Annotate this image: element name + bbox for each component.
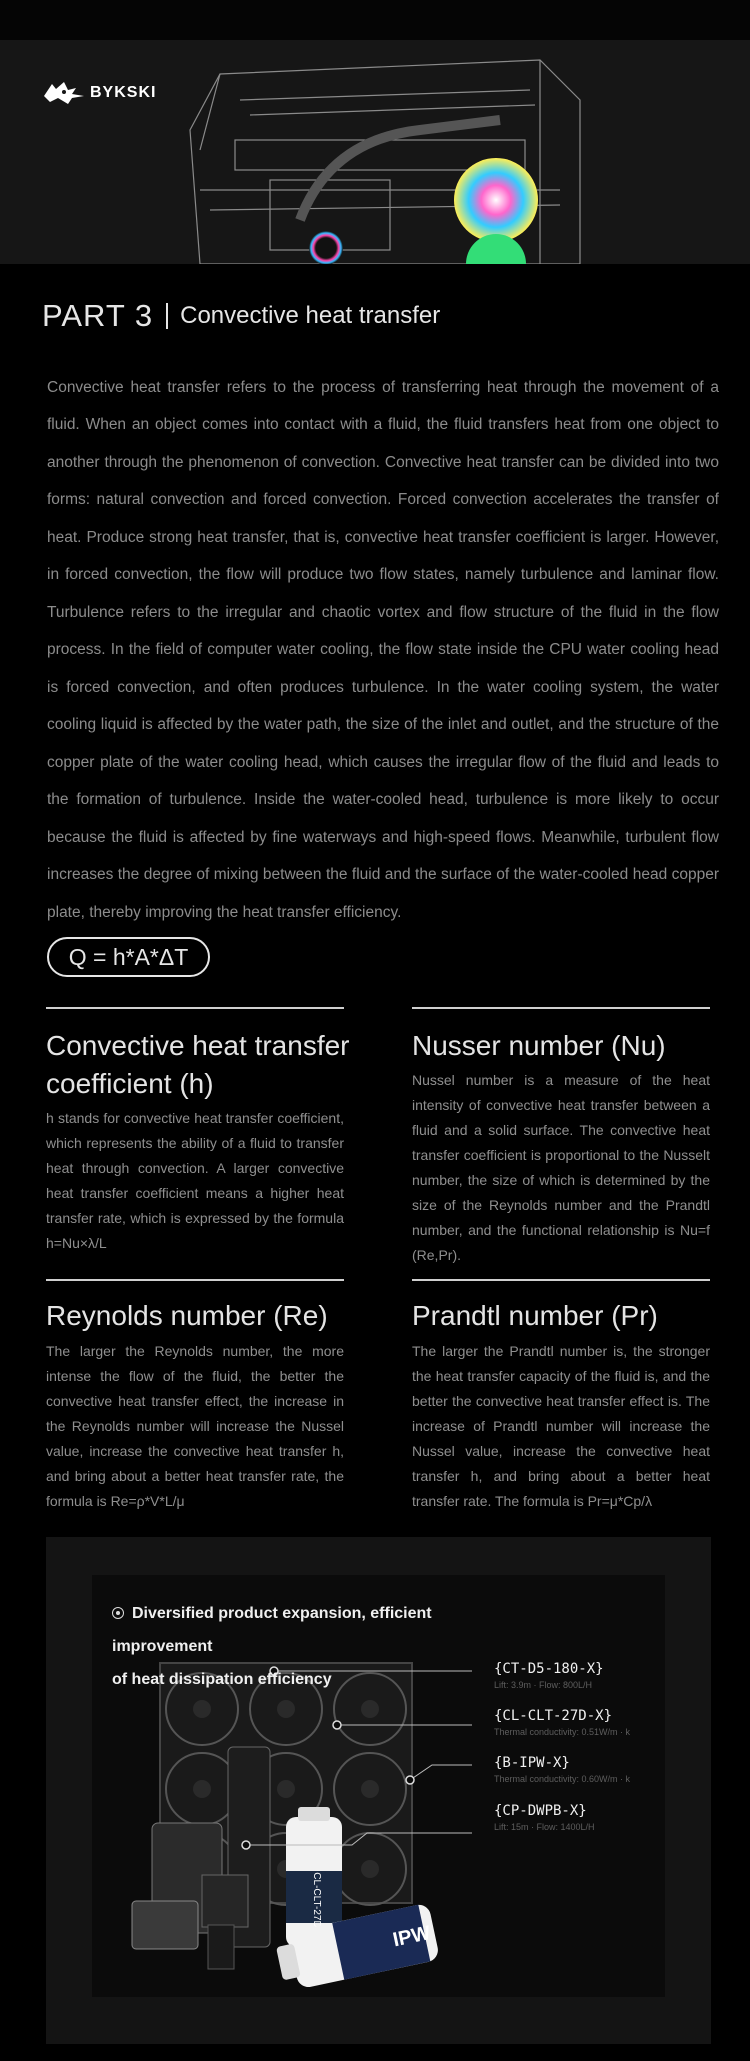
bottle-label: IPW bbox=[390, 1922, 433, 1952]
card-title: Convective heat transfer coefficient (h) bbox=[46, 1030, 350, 1099]
product-label[interactable] bbox=[494, 1755, 664, 1784]
product-spec: Lift: 15m · Flow: 1400L/H bbox=[494, 1822, 595, 1832]
card-prandtl-number bbox=[412, 1279, 710, 1514]
divider bbox=[412, 1279, 710, 1281]
headline-line-2: of heat dissipation efficiency bbox=[112, 1671, 332, 1688]
card-body: The larger the Prandtl number is, the stronger the heat transfer capacity of the fluid is, and the better the convective heat transfer effect is. The increase of Prandtl number will increase the Nussel value, increase the convective heat transfer h, and bring about a better heat transfer rate. The formula is Pr=μ*Cp/λ bbox=[412, 1343, 710, 1509]
product-spec: Lift: 3.9m · Flow: 800L/H bbox=[494, 1680, 593, 1690]
section-header bbox=[42, 298, 440, 334]
brand-logo[interactable] bbox=[42, 80, 156, 106]
product-label[interactable] bbox=[494, 1708, 664, 1737]
card-body: Nussel number is a measure of the heat intensity of convective heat transfer between a fluid and a solid surface. The convective heat transfer coefficient is proportional to the Nusselt number, the size of which is determined by the size of the Reynolds number and the Prandtl number, and the functional relationship is Nu=f (Re,Pr). bbox=[412, 1072, 710, 1263]
top-bar bbox=[0, 0, 750, 40]
radio-bullet-icon bbox=[112, 1607, 124, 1619]
divider bbox=[46, 1279, 344, 1281]
card-nusselt-number bbox=[412, 1007, 710, 1268]
pc-case-illustration bbox=[0, 40, 750, 264]
part-number: PART 3 bbox=[42, 298, 154, 333]
divider bbox=[412, 1007, 710, 1009]
product-code: {CT-D5-180-X} bbox=[494, 1661, 604, 1677]
card-body: h stands for convective heat transfer coefficient, which represents the ability of a fluid to transfer heat through convection. A larger convective heat transfer coefficient means a higher heat transfer rate, which is expressed by the formula h=Nu×λ/L bbox=[46, 1110, 344, 1251]
product-spec: Thermal conductivity: 0.60W/m · k bbox=[494, 1774, 631, 1784]
bykski-wolf-logo-icon bbox=[42, 80, 86, 106]
bottle-label: CL-CLT-27D-X bbox=[311, 1872, 322, 1938]
rgb-fan-icon bbox=[454, 158, 538, 242]
showcase-panel bbox=[92, 1575, 665, 1997]
divider bbox=[46, 1007, 344, 1009]
formula-badge: Q = h*A*ΔT bbox=[47, 937, 210, 977]
card-title: Reynolds number (Re) bbox=[46, 1300, 328, 1331]
card-reynolds-number bbox=[46, 1279, 344, 1514]
product-label[interactable] bbox=[494, 1661, 664, 1690]
product-code: {CP-DWPB-X} bbox=[494, 1803, 587, 1819]
hero-banner bbox=[0, 40, 750, 264]
pump-block bbox=[132, 1901, 198, 1949]
card-convective-coefficient bbox=[46, 1007, 350, 1256]
headline-line-1: Diversified product expansion, efficient improvement bbox=[112, 1605, 432, 1655]
card-body: The larger the Reynolds number, the more intense the flow of the fluid, the better the convective heat transfer effect, the increase in the Reynolds number will increase the Nussel value, increase the convective heat transfer h, and bring about a better heat transfer rate, the formula is Re=ρ*V*L/μ bbox=[46, 1343, 344, 1509]
divider bbox=[166, 303, 168, 329]
card-title: Prandtl number (Pr) bbox=[412, 1300, 658, 1331]
section-title: Convective heat transfer bbox=[180, 302, 441, 329]
product-code: {CL-CLT-27D-X} bbox=[494, 1708, 613, 1724]
product-spec: Thermal conductivity: 0.51W/m · k bbox=[494, 1727, 631, 1737]
product-code: {B-IPW-X} bbox=[494, 1755, 570, 1771]
intro-paragraph: Convective heat transfer refers to the process of transferring heat through the movement of a fluid. When an object comes into contact with a fluid, the fluid transfers heat from one object to another through the phenomenon of convection. Convective heat transfer can be divided into two forms: natural convection and forced convection. Forced convection accelerates the transfer of heat. Produce strong heat transfer, that is, convective heat transfer coefficient is larger. However, in forced convection, the flow will produce two flow states, namely turbulence and laminar flow. Turbulence refers to the irregular and chaotic vortex and flow structure of the fluid in the flow process. In the field of computer water cooling, the flow state inside the CPU water cooling head is forced convection, and often produces turbulence. In the water cooling system, the water cooling liquid is affected by the water path, the size of the inlet and outlet, and the structure of the copper plate of the water cooling head, which causes the irregular flow of the fluid and leads to the formation of turbulence. Inside the water-cooled head, turbulence is more likely to occur because the fluid is affected by fine waterways and high-speed flows. Meanwhile, turbulent flow increases the degree of mixing between the fluid and the surface of the water-cooled head copper plate, thereby improving the heat transfer efficiency. bbox=[47, 378, 719, 921]
pump-ring-icon bbox=[309, 231, 343, 264]
product-showcase bbox=[46, 1537, 711, 2044]
product-label[interactable] bbox=[494, 1803, 664, 1832]
card-title: Nusser number (Nu) bbox=[412, 1030, 666, 1061]
brand-name: BYKSKI bbox=[90, 84, 157, 101]
showcase-headline bbox=[112, 1597, 532, 1696]
